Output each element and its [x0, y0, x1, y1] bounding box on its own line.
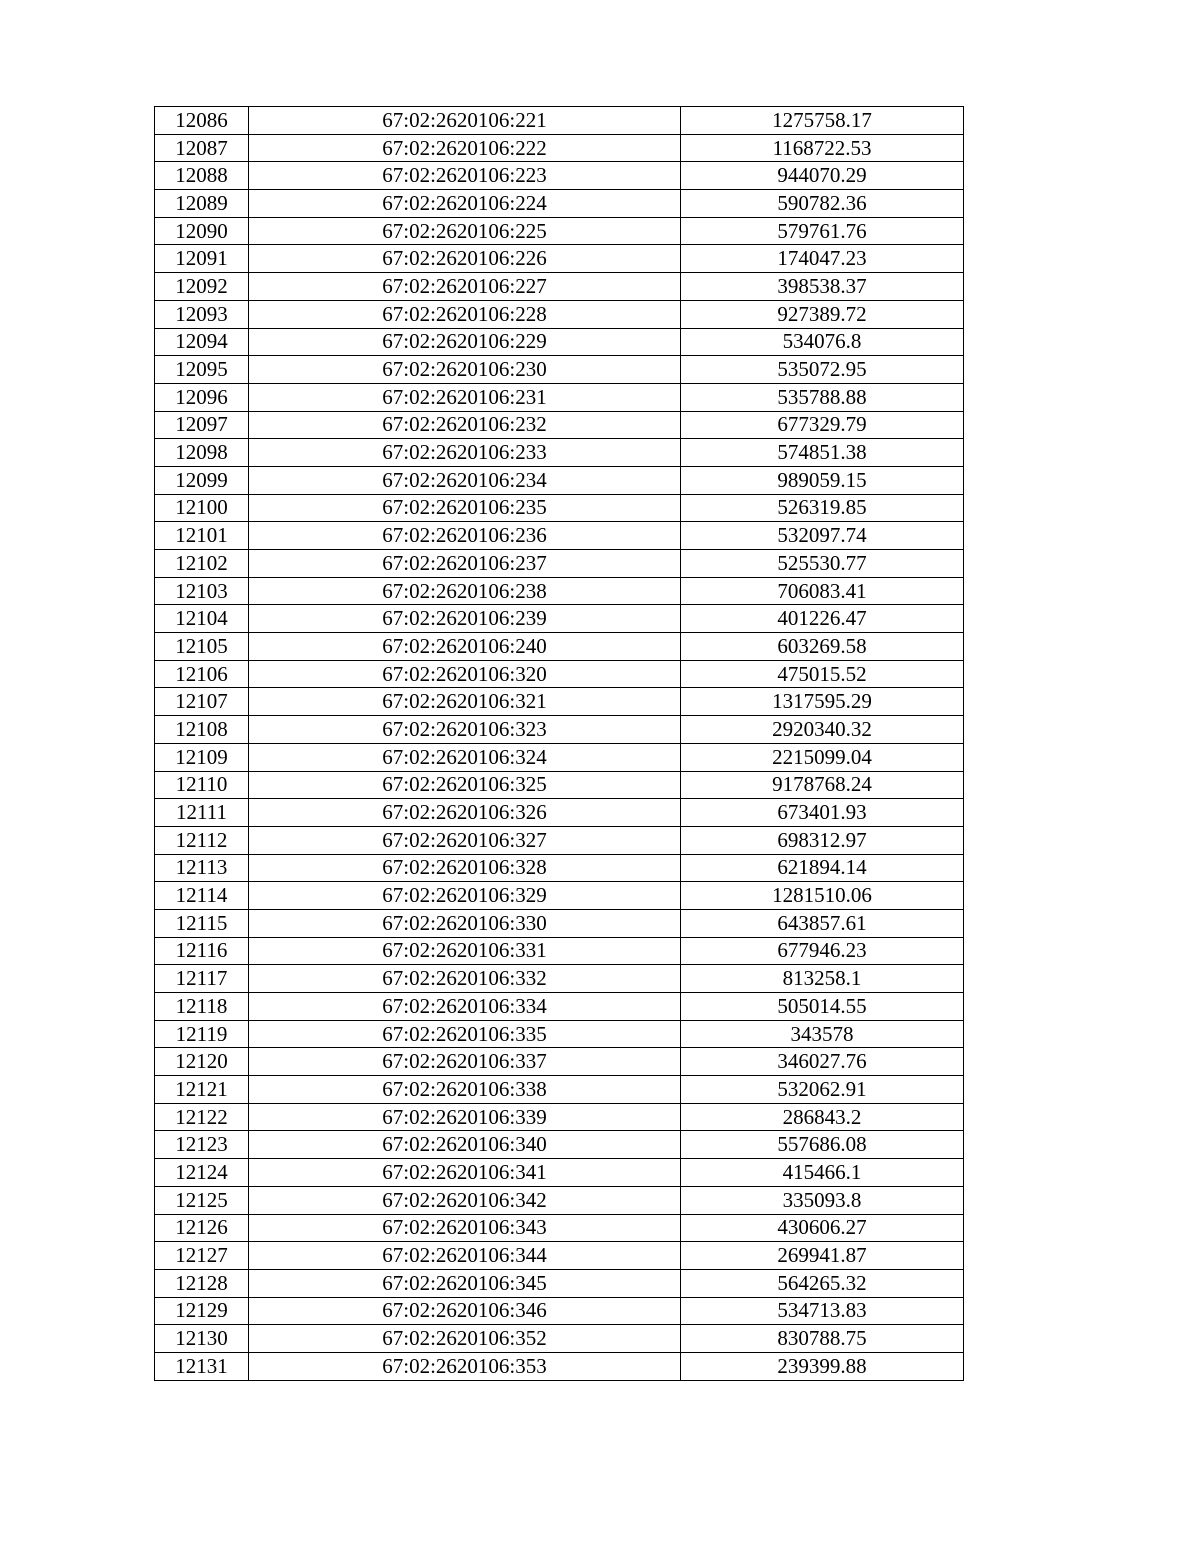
- cadastral-number-cell: 67:02:2620106:352: [249, 1325, 681, 1353]
- value-cell: 2920340.32: [681, 716, 964, 744]
- cadastral-number-cell: 67:02:2620106:325: [249, 771, 681, 799]
- cadastral-number-cell: 67:02:2620106:346: [249, 1297, 681, 1325]
- table-row: [155, 1269, 964, 1297]
- value-cell: 579761.76: [681, 217, 964, 245]
- cadastral-number-cell: 67:02:2620106:329: [249, 882, 681, 910]
- cadastral-number-cell: 67:02:2620106:337: [249, 1048, 681, 1076]
- value-cell: 1317595.29: [681, 688, 964, 716]
- row-number-cell: 12114: [155, 882, 249, 910]
- cadastral-number-cell: 67:02:2620106:335: [249, 1020, 681, 1048]
- cadastral-number-cell: 67:02:2620106:228: [249, 300, 681, 328]
- row-number-cell: 12117: [155, 965, 249, 993]
- row-number-cell: 12129: [155, 1297, 249, 1325]
- value-cell: 830788.75: [681, 1325, 964, 1353]
- table-row: [155, 1352, 964, 1380]
- data-table: [154, 106, 964, 1381]
- value-cell: 239399.88: [681, 1352, 964, 1380]
- cadastral-number-cell: 67:02:2620106:320: [249, 660, 681, 688]
- table-row: [155, 577, 964, 605]
- table-row: [155, 411, 964, 439]
- row-number-cell: 12096: [155, 383, 249, 411]
- cadastral-number-cell: 67:02:2620106:237: [249, 550, 681, 578]
- cadastral-number-cell: 67:02:2620106:221: [249, 107, 681, 135]
- row-number-cell: 12104: [155, 605, 249, 633]
- table-row: [155, 550, 964, 578]
- value-cell: 535072.95: [681, 356, 964, 384]
- table-row: [155, 1159, 964, 1187]
- row-number-cell: 12127: [155, 1242, 249, 1270]
- table-row: [155, 605, 964, 633]
- value-cell: 673401.93: [681, 799, 964, 827]
- row-number-cell: 12128: [155, 1269, 249, 1297]
- row-number-cell: 12118: [155, 993, 249, 1021]
- row-number-cell: 12106: [155, 660, 249, 688]
- value-cell: 335093.8: [681, 1186, 964, 1214]
- value-cell: 532062.91: [681, 1076, 964, 1104]
- cadastral-number-cell: 67:02:2620106:340: [249, 1131, 681, 1159]
- row-number-cell: 12113: [155, 854, 249, 882]
- row-number-cell: 12121: [155, 1076, 249, 1104]
- row-number-cell: 12093: [155, 300, 249, 328]
- cadastral-number-cell: 67:02:2620106:341: [249, 1159, 681, 1187]
- row-number-cell: 12098: [155, 439, 249, 467]
- table-row: [155, 937, 964, 965]
- value-cell: 813258.1: [681, 965, 964, 993]
- value-cell: 1275758.17: [681, 107, 964, 135]
- cadastral-number-cell: 67:02:2620106:223: [249, 162, 681, 190]
- cadastral-number-cell: 67:02:2620106:236: [249, 522, 681, 550]
- value-cell: 174047.23: [681, 245, 964, 273]
- table-row: [155, 1020, 964, 1048]
- value-cell: 677329.79: [681, 411, 964, 439]
- cadastral-number-cell: 67:02:2620106:343: [249, 1214, 681, 1242]
- value-cell: 927389.72: [681, 300, 964, 328]
- table-row: [155, 162, 964, 190]
- cadastral-number-cell: 67:02:2620106:225: [249, 217, 681, 245]
- cadastral-number-cell: 67:02:2620106:234: [249, 466, 681, 494]
- table-body: [155, 107, 964, 1381]
- row-number-cell: 12130: [155, 1325, 249, 1353]
- row-number-cell: 12088: [155, 162, 249, 190]
- cadastral-number-cell: 67:02:2620106:342: [249, 1186, 681, 1214]
- cadastral-number-cell: 67:02:2620106:238: [249, 577, 681, 605]
- cadastral-number-cell: 67:02:2620106:323: [249, 716, 681, 744]
- table-row: [155, 466, 964, 494]
- cadastral-number-cell: 67:02:2620106:324: [249, 743, 681, 771]
- cadastral-number-cell: 67:02:2620106:226: [249, 245, 681, 273]
- cadastral-number-cell: 67:02:2620106:345: [249, 1269, 681, 1297]
- row-number-cell: 12090: [155, 217, 249, 245]
- cadastral-number-cell: 67:02:2620106:330: [249, 909, 681, 937]
- row-number-cell: 12124: [155, 1159, 249, 1187]
- cadastral-number-cell: 67:02:2620106:353: [249, 1352, 681, 1380]
- cadastral-number-cell: 67:02:2620106:344: [249, 1242, 681, 1270]
- cadastral-number-cell: 67:02:2620106:229: [249, 328, 681, 356]
- cadastral-number-cell: 67:02:2620106:230: [249, 356, 681, 384]
- row-number-cell: 12089: [155, 190, 249, 218]
- cadastral-number-cell: 67:02:2620106:334: [249, 993, 681, 1021]
- table-row: [155, 134, 964, 162]
- table-row: [155, 1131, 964, 1159]
- row-number-cell: 12095: [155, 356, 249, 384]
- row-number-cell: 12116: [155, 937, 249, 965]
- value-cell: 603269.58: [681, 633, 964, 661]
- value-cell: 532097.74: [681, 522, 964, 550]
- value-cell: 398538.37: [681, 273, 964, 301]
- value-cell: 505014.55: [681, 993, 964, 1021]
- table-row: [155, 799, 964, 827]
- value-cell: 534076.8: [681, 328, 964, 356]
- value-cell: 557686.08: [681, 1131, 964, 1159]
- row-number-cell: 12110: [155, 771, 249, 799]
- table-row: [155, 1297, 964, 1325]
- table-row: [155, 190, 964, 218]
- value-cell: 621894.14: [681, 854, 964, 882]
- value-cell: 706083.41: [681, 577, 964, 605]
- table-row: [155, 688, 964, 716]
- value-cell: 534713.83: [681, 1297, 964, 1325]
- table-row: [155, 633, 964, 661]
- cadastral-number-cell: 67:02:2620106:338: [249, 1076, 681, 1104]
- row-number-cell: 12126: [155, 1214, 249, 1242]
- table-row: [155, 383, 964, 411]
- row-number-cell: 12099: [155, 466, 249, 494]
- row-number-cell: 12123: [155, 1131, 249, 1159]
- value-cell: 698312.97: [681, 826, 964, 854]
- cadastral-number-cell: 67:02:2620106:326: [249, 799, 681, 827]
- row-number-cell: 12108: [155, 716, 249, 744]
- row-number-cell: 12097: [155, 411, 249, 439]
- cadastral-number-cell: 67:02:2620106:235: [249, 494, 681, 522]
- value-cell: 944070.29: [681, 162, 964, 190]
- row-number-cell: 12112: [155, 826, 249, 854]
- row-number-cell: 12111: [155, 799, 249, 827]
- cadastral-number-cell: 67:02:2620106:332: [249, 965, 681, 993]
- cadastral-number-cell: 67:02:2620106:231: [249, 383, 681, 411]
- table-row: [155, 716, 964, 744]
- table-row: [155, 328, 964, 356]
- row-number-cell: 12122: [155, 1103, 249, 1131]
- value-cell: 564265.32: [681, 1269, 964, 1297]
- value-cell: 574851.38: [681, 439, 964, 467]
- row-number-cell: 12105: [155, 633, 249, 661]
- cadastral-number-cell: 67:02:2620106:224: [249, 190, 681, 218]
- table-row: [155, 107, 964, 135]
- row-number-cell: 12087: [155, 134, 249, 162]
- cadastral-number-cell: 67:02:2620106:232: [249, 411, 681, 439]
- table-row: [155, 660, 964, 688]
- table-row: [155, 217, 964, 245]
- cadastral-number-cell: 67:02:2620106:327: [249, 826, 681, 854]
- table-row: [155, 965, 964, 993]
- table-row: [155, 909, 964, 937]
- table-row: [155, 882, 964, 910]
- table-row: [155, 494, 964, 522]
- cadastral-number-cell: 67:02:2620106:239: [249, 605, 681, 633]
- row-number-cell: 12101: [155, 522, 249, 550]
- table-row: [155, 300, 964, 328]
- value-cell: 269941.87: [681, 1242, 964, 1270]
- value-cell: 989059.15: [681, 466, 964, 494]
- cadastral-number-cell: 67:02:2620106:331: [249, 937, 681, 965]
- row-number-cell: 12103: [155, 577, 249, 605]
- value-cell: 535788.88: [681, 383, 964, 411]
- table-row: [155, 1214, 964, 1242]
- cadastral-number-cell: 67:02:2620106:328: [249, 854, 681, 882]
- value-cell: 9178768.24: [681, 771, 964, 799]
- row-number-cell: 12100: [155, 494, 249, 522]
- row-number-cell: 12119: [155, 1020, 249, 1048]
- row-number-cell: 12091: [155, 245, 249, 273]
- cadastral-number-cell: 67:02:2620106:227: [249, 273, 681, 301]
- table-row: [155, 826, 964, 854]
- row-number-cell: 12102: [155, 550, 249, 578]
- cadastral-number-cell: 67:02:2620106:321: [249, 688, 681, 716]
- value-cell: 475015.52: [681, 660, 964, 688]
- table-row: [155, 245, 964, 273]
- value-cell: 430606.27: [681, 1214, 964, 1242]
- value-cell: 401226.47: [681, 605, 964, 633]
- table-row: [155, 1242, 964, 1270]
- row-number-cell: 12131: [155, 1352, 249, 1380]
- value-cell: 525530.77: [681, 550, 964, 578]
- row-number-cell: 12125: [155, 1186, 249, 1214]
- table-row: [155, 1186, 964, 1214]
- row-number-cell: 12092: [155, 273, 249, 301]
- row-number-cell: 12120: [155, 1048, 249, 1076]
- table-row: [155, 1076, 964, 1104]
- table-row: [155, 1325, 964, 1353]
- table-row: [155, 993, 964, 1021]
- table-row: [155, 522, 964, 550]
- table-row: [155, 1103, 964, 1131]
- value-cell: 1168722.53: [681, 134, 964, 162]
- table-row: [155, 1048, 964, 1076]
- value-cell: 677946.23: [681, 937, 964, 965]
- row-number-cell: 12107: [155, 688, 249, 716]
- value-cell: 2215099.04: [681, 743, 964, 771]
- value-cell: 1281510.06: [681, 882, 964, 910]
- table-row: [155, 439, 964, 467]
- value-cell: 343578: [681, 1020, 964, 1048]
- row-number-cell: 12086: [155, 107, 249, 135]
- table-row: [155, 854, 964, 882]
- cadastral-number-cell: 67:02:2620106:240: [249, 633, 681, 661]
- table-row: [155, 743, 964, 771]
- table-row: [155, 356, 964, 384]
- value-cell: 590782.36: [681, 190, 964, 218]
- row-number-cell: 12115: [155, 909, 249, 937]
- cadastral-number-cell: 67:02:2620106:339: [249, 1103, 681, 1131]
- value-cell: 415466.1: [681, 1159, 964, 1187]
- row-number-cell: 12094: [155, 328, 249, 356]
- cadastral-number-cell: 67:02:2620106:233: [249, 439, 681, 467]
- table-row: [155, 771, 964, 799]
- table-row: [155, 273, 964, 301]
- value-cell: 346027.76: [681, 1048, 964, 1076]
- value-cell: 643857.61: [681, 909, 964, 937]
- value-cell: 526319.85: [681, 494, 964, 522]
- value-cell: 286843.2: [681, 1103, 964, 1131]
- row-number-cell: 12109: [155, 743, 249, 771]
- cadastral-number-cell: 67:02:2620106:222: [249, 134, 681, 162]
